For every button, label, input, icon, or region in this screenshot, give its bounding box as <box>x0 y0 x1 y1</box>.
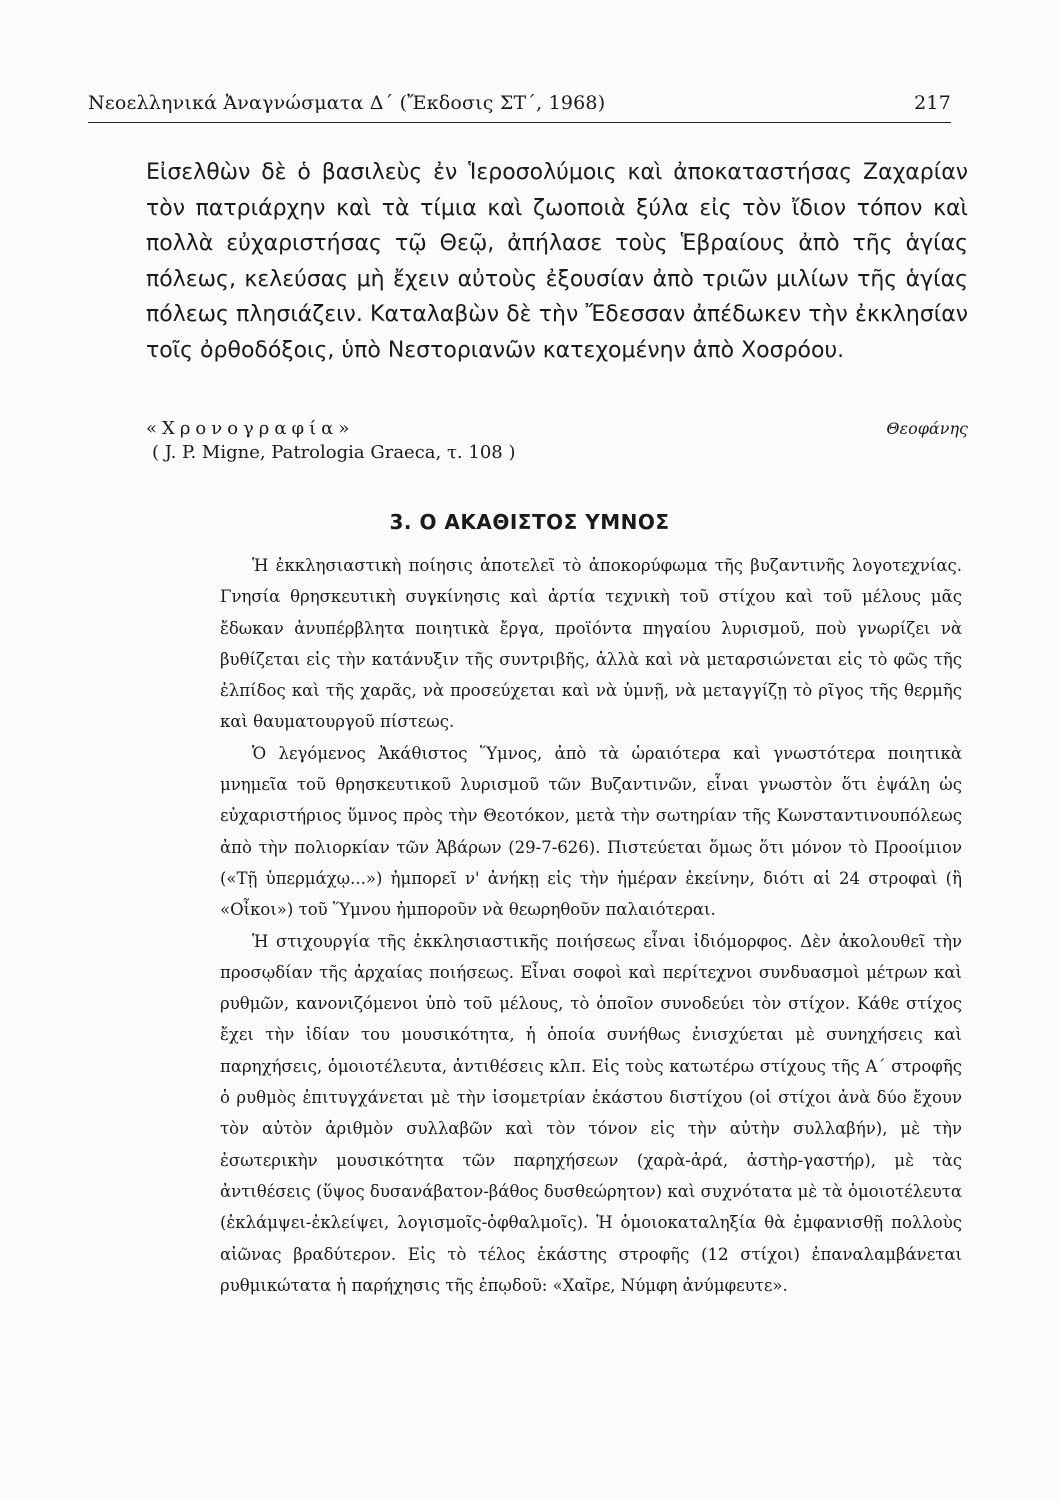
source-citation: ( J. P. Migne, Patrologia Graeca, τ. 108 ) <box>152 442 516 463</box>
chronicle-passage <box>146 155 968 368</box>
running-header <box>88 92 951 114</box>
source-attribution <box>146 418 968 439</box>
header-rule <box>88 122 951 123</box>
essay-paragraph-2: Ὁ λεγόμενος Ἀκάθιστος Ὕμνος, ἀπὸ τὰ ὡραιότερα καὶ γνωστότερα ποιητικὰ μνημεῖα τοῦ θρησκευτικοῦ λυρισμοῦ τῶν Βυζαντινῶν, εἶναι γνωστὸν ὅτι ἐψάλη ὡς εὐχαριστήριος ὕμνος πρὸς τὴν Θεοτόκον, μετὰ τὴν σωτηρίαν τῆς Κωνσταντινουπόλεως ἀπὸ τὴν πολιορκίαν τῶν Ἀβάρων (29-7-626). Πιστεύεται ὅμως ὅτι μόνον τὸ Προοίμιον («Τῇ ὑπερμάχῳ...») ἠμπορεῖ ν' ἀνήκῃ εἰς τὴν ἡμέραν ἐκείνην, διότι αἱ 24 στροφαὶ (ἢ «Οἶκοι») τοῦ Ὕμνου ἠμποροῦν νὰ θεωρηθοῦν παλαιότεραι. <box>220 743 962 920</box>
chronicle-text: Εἰσελθὼν δὲ ὁ βασιλεὺς ἐν Ἱεροσολύμοις καὶ ἀποκαταστήσας Ζαχαρίαν τὸν πατριάρχην καὶ τὰ τίμια καὶ ζωοποιὰ ξύλα εἰς τὸν ἴδιον τόπον καὶ πολλὰ εὐχαριστήσας τῷ Θεῷ, ἀπήλασε τοὺς Ἑβραίους ἀπὸ τῆς ἁγίας πόλεως, κελεύσας μὴ ἔχειν αὐτοὺς ἐξουσίαν ἀπὸ τριῶν μιλίων τῆς ἁγίας πόλεως πλησιάζειν. Καταλαβὼν δὲ τὴν Ἔδεσσαν ἀπέδωκεν τὴν ἐκκλησίαν τοῖς ὀρθοδόξοις, ὑπὸ Νεστοριανῶν κατεχομένην ἀπὸ Χοσρόου. <box>146 160 968 363</box>
source-author: Θεοφάνης <box>886 419 968 438</box>
essay-paragraph-1: Ἡ ἐκκλησιαστικὴ ποίησις ἀποτελεῖ τὸ ἀποκορύφωμα τῆς βυζαντινῆς λογοτεχνίας. Γνησία θρησκευτικὴ συγκίνησις καὶ ἀρτία τεχνικὴ τοῦ στίχου καὶ τοῦ μέλους μᾶς ἔδωκαν ἀνυπέρβλητα ποιητικὰ ἔργα, προϊόντα πηγαίου λυρισμοῦ, ποὺ γνωρίζει νὰ βυθίζεται εἰς τὴν κατάνυξιν τῆς συντριβῆς, ἀλλὰ καὶ νὰ μεταρσιώνεται εἰς τὸ φῶς τῆς ἐλπίδος καὶ τῆς χαρᾶς, νὰ προσεύχεται καὶ νὰ ὑμνῇ, νὰ μεταγγίζῃ τὸ ρῖγος τῆς θερμῆς καὶ θαυματουργοῦ πίστεως. <box>220 556 962 732</box>
page-number: 217 <box>914 92 951 114</box>
header-title: Νεοελληνικά Ἀναγνώσματα Δ΄ (Ἔκδοσις ΣΤ΄, 1968) <box>88 92 606 114</box>
essay-body <box>220 550 962 1301</box>
essay-paragraph-3: Ἡ στιχουργία τῆς ἐκκλησιαστικῆς ποιήσεως εἶναι ἰδιόμορφος. Δὲν ἀκολουθεῖ τὴν προσῳδίαν τῆς ἀρχαίας ποιήσεως. Εἶναι σοφοὶ καὶ περίτεχνοι συνδυασμοὶ μέτρων καὶ ρυθμῶν, κανονιζόμενοι ὑπὸ τοῦ μέλους, τὸ ὁποῖον συνοδεύει τὸν στίχον. Κάθε στίχος ἔχει τὴν ἰδίαν του μουσικότητα, ἡ ὁποία συνήθως ἐνισχύεται μὲ συνηχήσεις καὶ παρηχήσεις, ὁμοιοτέλευτα, ἀντιθέσεις κλπ. Εἰς τοὺς κατωτέρω στίχους τῆς Α΄ στροφῆς ὁ ρυθμὸς ἐπιτυγχάνεται μὲ τὴν ἰσομετρίαν ἑκάστου διστίχου (οἱ στίχοι ἀνὰ δύο ἔχουν τὸν αὐτὸν ἀριθμὸν συλλαβῶν καὶ τὸν τόνον εἰς τὴν αὐτὴν συλλαβήν), μὲ τὴν ἐσωτερικὴν μουσικότητα τῶν παρηχήσεων (χαρὰ-ἀρά, ἀστὴρ-γαστήρ), μὲ τὰς ἀντιθέσεις (ὕψος δυσανάβατον-βάθος δυσθεώρητον) καὶ συχνότατα μὲ τὰ ὁμοιοτέλευτα (ἐκλάμψει-ἐκλείψει, λογισμοῖς-ὀφθαλμοῖς). Ἡ ὁμοιοκαταληξία θὰ ἐμφανισθῇ πολλοὺς αἰῶνας βραδύτερον. Εἰς τὸ τέλος ἑκάστης στροφῆς (12 στίχοι) ἐπαναλαμβάνεται ρυθμικώτατα ἡ παρήχησις τῆς ἐπῳδοῦ: «Χαῖρε, Νύμφη ἀνύμφευτε». <box>220 931 962 1295</box>
source-work: «Χρονογραφία» <box>146 418 355 439</box>
section-title: 3. Ο ΑΚΑΘΙΣΤΟΣ ΥΜΝΟΣ <box>389 510 670 534</box>
